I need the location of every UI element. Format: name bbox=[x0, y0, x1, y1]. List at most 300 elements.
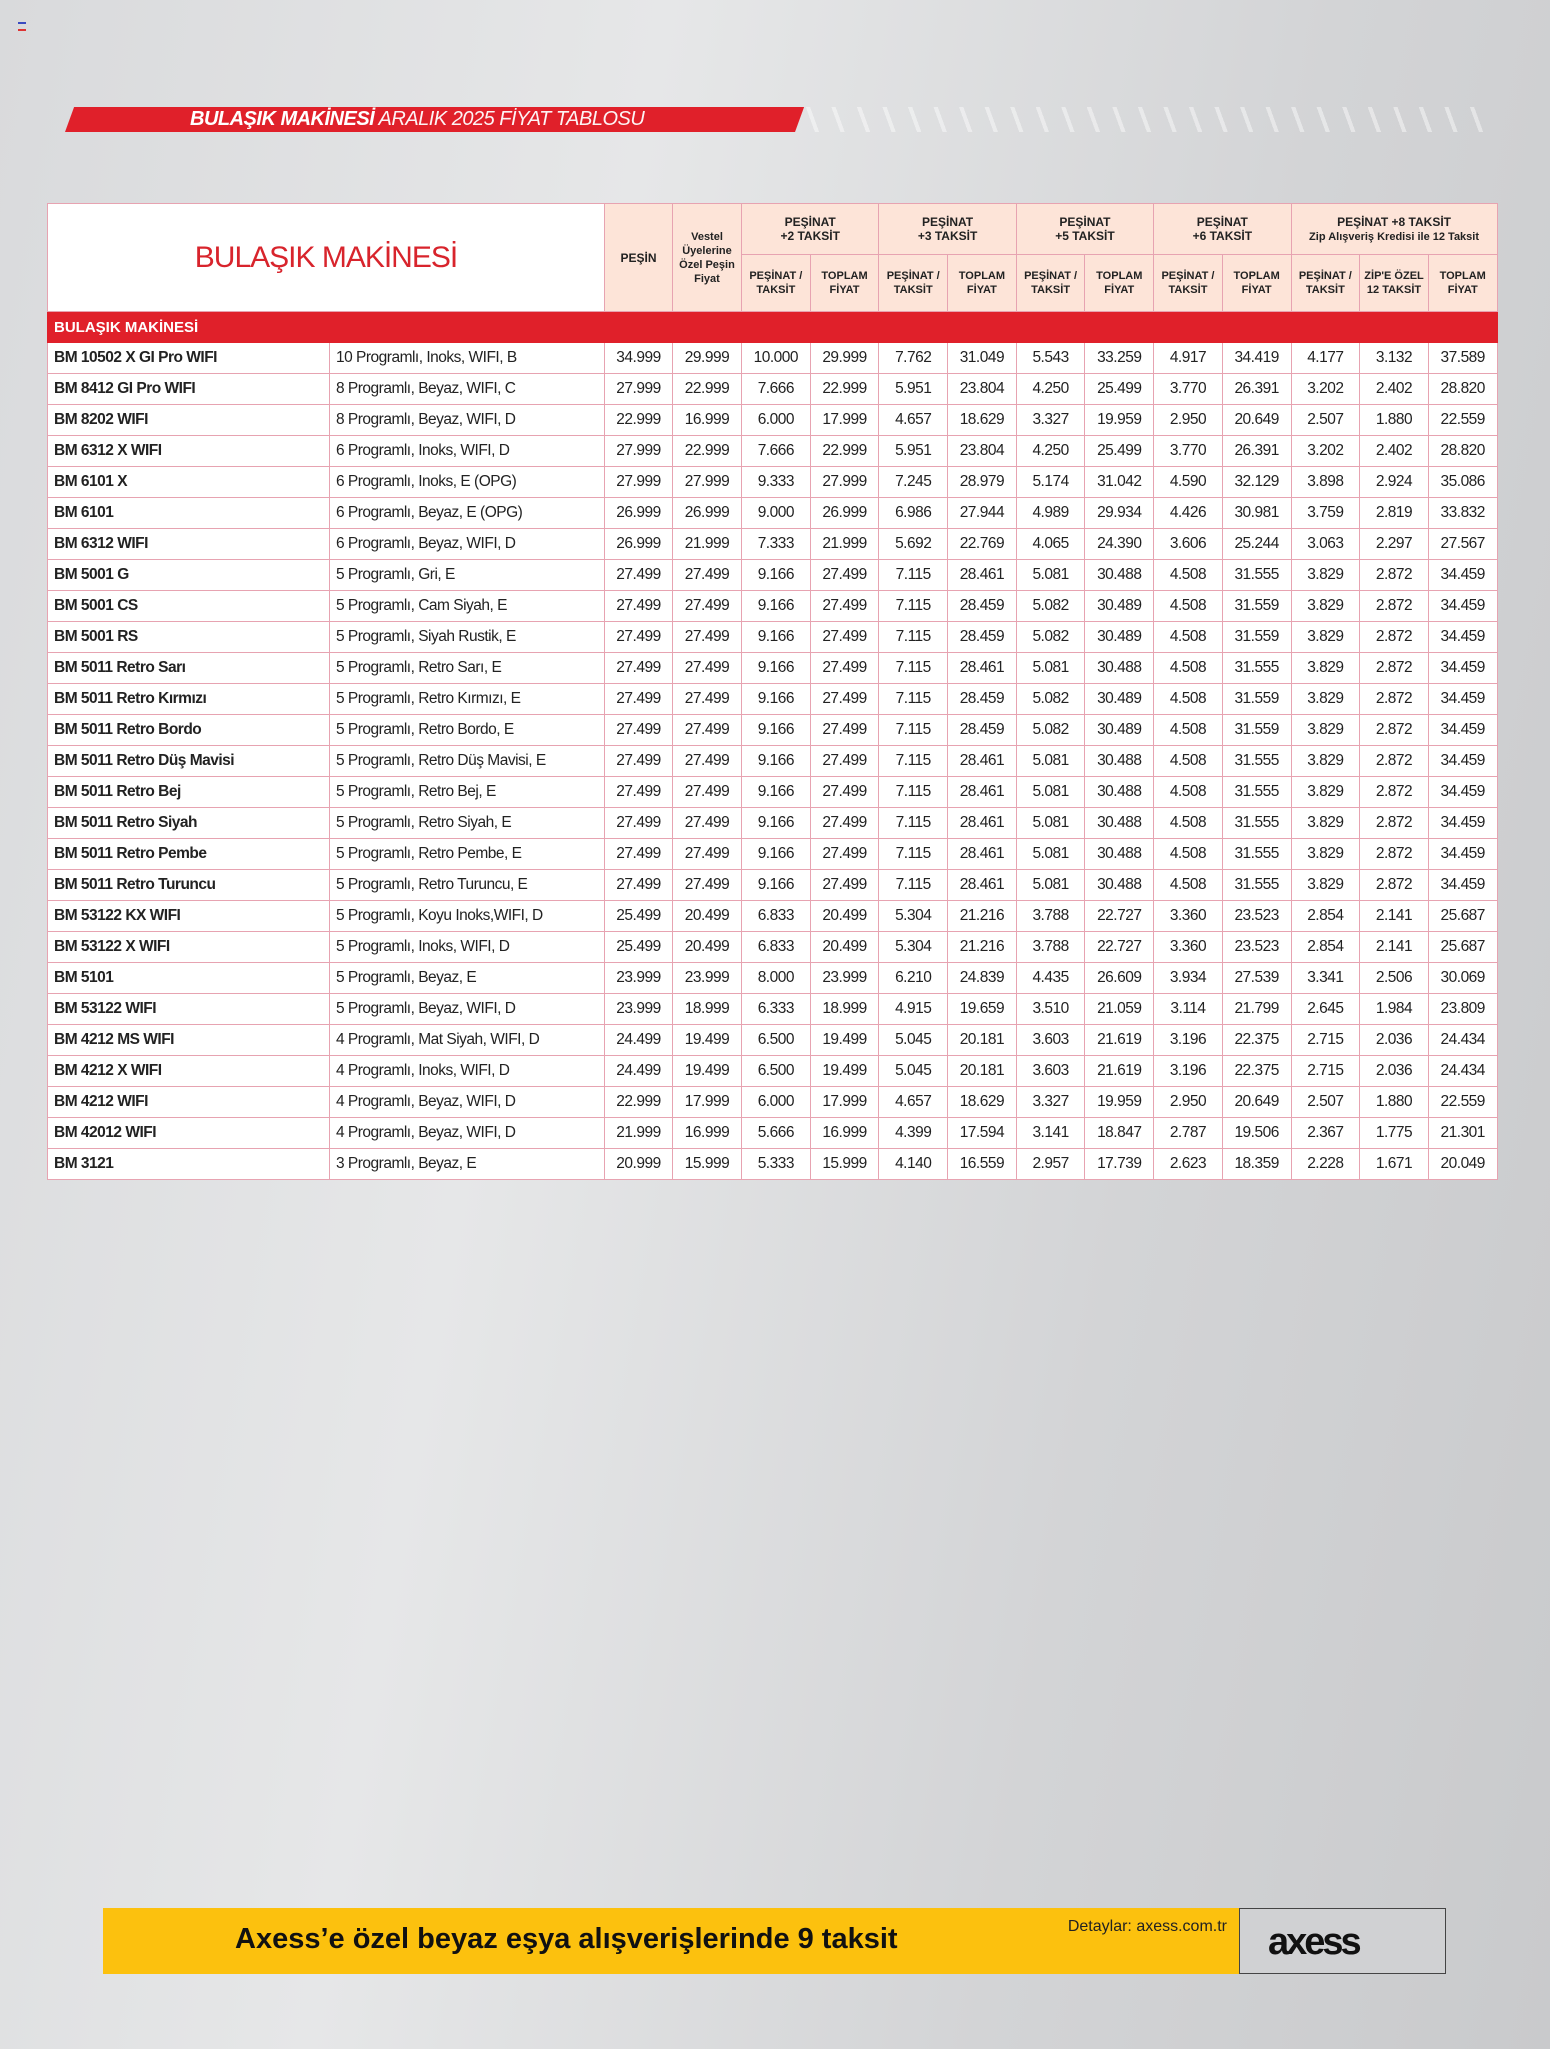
price-table bbox=[47, 203, 1498, 1180]
group-header bbox=[879, 204, 1016, 255]
price-cell: 3.202 bbox=[1291, 436, 1360, 467]
price-cell: 3.132 bbox=[1360, 343, 1429, 374]
price-cell: 17.999 bbox=[673, 1087, 742, 1118]
price-cell: 27.499 bbox=[673, 560, 742, 591]
table-row bbox=[48, 622, 1498, 653]
model-description: 5 Programlı, Beyaz, WIFI, D bbox=[330, 994, 605, 1025]
price-cell: 2.872 bbox=[1360, 870, 1429, 901]
model-name: BM 4212 MS WIFI bbox=[48, 1025, 330, 1056]
price-cell: 21.619 bbox=[1085, 1025, 1154, 1056]
price-cell: 27.499 bbox=[605, 839, 673, 870]
price-cell: 9.166 bbox=[742, 808, 811, 839]
price-cell: 2.645 bbox=[1291, 994, 1360, 1025]
price-cell: 3.829 bbox=[1291, 839, 1360, 870]
price-cell: 5.045 bbox=[879, 1025, 948, 1056]
price-cell: 2.872 bbox=[1360, 839, 1429, 870]
price-cell: 29.934 bbox=[1085, 498, 1154, 529]
price-cell: 27.499 bbox=[673, 777, 742, 808]
model-description: 5 Programlı, Retro Pembe, E bbox=[330, 839, 605, 870]
model-description: 5 Programlı, Retro Bordo, E bbox=[330, 715, 605, 746]
model-description: 4 Programlı, Beyaz, WIFI, D bbox=[330, 1087, 605, 1118]
price-cell: 2.957 bbox=[1016, 1149, 1085, 1180]
price-cell: 34.459 bbox=[1428, 653, 1497, 684]
price-cell: 9.166 bbox=[742, 715, 811, 746]
model-description: 5 Programlı, Koyu Inoks,WIFI, D bbox=[330, 901, 605, 932]
price-cell: 30.488 bbox=[1085, 870, 1154, 901]
model-description: 3 Programlı, Beyaz, E bbox=[330, 1149, 605, 1180]
price-cell: 34.459 bbox=[1428, 839, 1497, 870]
table-row bbox=[48, 994, 1498, 1025]
price-cell: 7.115 bbox=[879, 746, 948, 777]
price-cell: 18.629 bbox=[948, 1087, 1017, 1118]
price-cell: 5.951 bbox=[879, 374, 948, 405]
price-cell: 28.461 bbox=[948, 653, 1017, 684]
price-cell: 5.082 bbox=[1016, 622, 1085, 653]
price-cell: 24.499 bbox=[605, 1056, 673, 1087]
price-cell: 34.459 bbox=[1428, 622, 1497, 653]
table-row bbox=[48, 808, 1498, 839]
price-cell: 28.461 bbox=[948, 746, 1017, 777]
price-cell: 2.402 bbox=[1360, 436, 1429, 467]
price-cell: 2.367 bbox=[1291, 1118, 1360, 1149]
price-cell: 19.499 bbox=[673, 1056, 742, 1087]
group-label: +6 TAKSİT bbox=[1192, 229, 1253, 243]
section-header: BULAŞIK MAKİNESİ bbox=[48, 312, 1498, 343]
price-cell: 3.360 bbox=[1154, 932, 1223, 963]
price-cell: 6.986 bbox=[879, 498, 948, 529]
group-label: PEŞİNAT bbox=[922, 215, 974, 229]
price-cell: 19.499 bbox=[810, 1056, 879, 1087]
price-cell: 26.999 bbox=[810, 498, 879, 529]
price-cell: 1.880 bbox=[1360, 405, 1429, 436]
price-cell: 29.999 bbox=[673, 343, 742, 374]
price-cell: 27.999 bbox=[605, 374, 673, 405]
price-cell: 5.951 bbox=[879, 436, 948, 467]
price-cell: 4.065 bbox=[1016, 529, 1085, 560]
price-cell: 20.649 bbox=[1222, 405, 1291, 436]
price-cell: 5.666 bbox=[742, 1118, 811, 1149]
model-description: 4 Programlı, Beyaz, WIFI, D bbox=[330, 1118, 605, 1149]
model-name: BM 6312 WIFI bbox=[48, 529, 330, 560]
price-cell: 22.727 bbox=[1085, 901, 1154, 932]
model-description: 5 Programlı, Retro Siyah, E bbox=[330, 808, 605, 839]
price-cell: 5.082 bbox=[1016, 684, 1085, 715]
table-row bbox=[48, 343, 1498, 374]
price-cell: 31.555 bbox=[1222, 808, 1291, 839]
title-rest: ARALIK 2025 FİYAT TABLOSU bbox=[374, 108, 645, 130]
subheader-toplam: TOPLAM FİYAT bbox=[1085, 255, 1154, 312]
price-cell: 26.609 bbox=[1085, 963, 1154, 994]
price-cell: 4.989 bbox=[1016, 498, 1085, 529]
subheader-toplam: TOPLAM FİYAT bbox=[1428, 255, 1497, 312]
price-cell: 4.426 bbox=[1154, 498, 1223, 529]
price-cell: 3.770 bbox=[1154, 436, 1223, 467]
price-cell: 21.999 bbox=[810, 529, 879, 560]
price-cell: 27.567 bbox=[1428, 529, 1497, 560]
price-cell: 27.499 bbox=[605, 715, 673, 746]
price-cell: 28.461 bbox=[948, 777, 1017, 808]
price-cell: 2.872 bbox=[1360, 746, 1429, 777]
price-cell: 9.166 bbox=[742, 591, 811, 622]
table-row bbox=[48, 436, 1498, 467]
price-cell: 23.804 bbox=[948, 374, 1017, 405]
price-cell: 6.000 bbox=[742, 405, 811, 436]
price-cell: 5.081 bbox=[1016, 808, 1085, 839]
table-row bbox=[48, 963, 1498, 994]
price-cell: 21.799 bbox=[1222, 994, 1291, 1025]
price-cell: 19.506 bbox=[1222, 1118, 1291, 1149]
price-cell: 4.140 bbox=[879, 1149, 948, 1180]
subheader-pesinat: PEŞİNAT / TAKSİT bbox=[1291, 255, 1360, 312]
price-cell: 20.999 bbox=[605, 1149, 673, 1180]
model-name: BM 5011 Retro Siyah bbox=[48, 808, 330, 839]
price-cell: 2.854 bbox=[1291, 932, 1360, 963]
price-cell: 18.359 bbox=[1222, 1149, 1291, 1180]
price-cell: 26.391 bbox=[1222, 374, 1291, 405]
price-cell: 27.499 bbox=[605, 684, 673, 715]
price-cell: 19.499 bbox=[810, 1025, 879, 1056]
price-cell: 27.499 bbox=[810, 560, 879, 591]
subheader-zip: ZİP'E ÖZEL 12 TAKSİT bbox=[1360, 255, 1429, 312]
price-cell: 3.829 bbox=[1291, 746, 1360, 777]
price-cell: 34.459 bbox=[1428, 684, 1497, 715]
price-cell: 28.459 bbox=[948, 622, 1017, 653]
price-cell: 9.166 bbox=[742, 653, 811, 684]
price-cell: 25.499 bbox=[1085, 374, 1154, 405]
promo-banner bbox=[103, 1908, 1239, 1974]
price-cell: 17.999 bbox=[810, 1087, 879, 1118]
model-name: BM 53122 X WIFI bbox=[48, 932, 330, 963]
price-cell: 3.063 bbox=[1291, 529, 1360, 560]
table-row bbox=[48, 839, 1498, 870]
price-cell: 30.488 bbox=[1085, 839, 1154, 870]
price-cell: 2.507 bbox=[1291, 1087, 1360, 1118]
price-cell: 7.115 bbox=[879, 560, 948, 591]
price-cell: 2.715 bbox=[1291, 1056, 1360, 1087]
table-row bbox=[48, 746, 1498, 777]
price-cell: 2.141 bbox=[1360, 901, 1429, 932]
price-cell: 5.174 bbox=[1016, 467, 1085, 498]
price-cell: 2.872 bbox=[1360, 591, 1429, 622]
price-cell: 5.081 bbox=[1016, 870, 1085, 901]
table-row bbox=[48, 932, 1498, 963]
price-cell: 27.499 bbox=[605, 591, 673, 622]
price-cell: 27.499 bbox=[810, 684, 879, 715]
group-label: PEŞİNAT bbox=[1196, 215, 1248, 229]
price-cell: 27.999 bbox=[810, 467, 879, 498]
price-cell: 27.499 bbox=[605, 808, 673, 839]
table-row bbox=[48, 684, 1498, 715]
price-cell: 20.499 bbox=[810, 901, 879, 932]
price-cell: 3.829 bbox=[1291, 715, 1360, 746]
price-cell: 22.727 bbox=[1085, 932, 1154, 963]
table-row bbox=[48, 1056, 1498, 1087]
price-cell: 4.508 bbox=[1154, 653, 1223, 684]
price-cell: 9.166 bbox=[742, 560, 811, 591]
price-cell: 3.829 bbox=[1291, 622, 1360, 653]
price-cell: 30.488 bbox=[1085, 560, 1154, 591]
price-cell: 3.788 bbox=[1016, 932, 1085, 963]
price-cell: 27.499 bbox=[673, 839, 742, 870]
price-cell: 5.081 bbox=[1016, 653, 1085, 684]
price-cell: 22.999 bbox=[605, 1087, 673, 1118]
price-cell: 4.177 bbox=[1291, 343, 1360, 374]
price-cell: 2.141 bbox=[1360, 932, 1429, 963]
price-cell: 4.657 bbox=[879, 1087, 948, 1118]
model-description: 5 Programlı, Retro Sarı, E bbox=[330, 653, 605, 684]
group-label: Zip Alışveriş Kredisi ile 12 Taksit bbox=[1309, 230, 1480, 243]
promo-detail-link[interactable]: Detaylar: axess.com.tr bbox=[1067, 1918, 1227, 1935]
table-row bbox=[48, 591, 1498, 622]
price-cell: 32.129 bbox=[1222, 467, 1291, 498]
price-cell: 6.833 bbox=[742, 932, 811, 963]
price-cell: 9.000 bbox=[742, 498, 811, 529]
price-cell: 28.461 bbox=[948, 808, 1017, 839]
price-cell: 21.619 bbox=[1085, 1056, 1154, 1087]
price-cell: 24.390 bbox=[1085, 529, 1154, 560]
price-cell: 27.499 bbox=[673, 715, 742, 746]
price-cell: 2.297 bbox=[1360, 529, 1429, 560]
price-cell: 21.059 bbox=[1085, 994, 1154, 1025]
price-cell: 30.488 bbox=[1085, 746, 1154, 777]
col-vestel: Vestel Üyelerine Özel Peşin Fiyat bbox=[673, 204, 742, 312]
price-cell: 6.500 bbox=[742, 1025, 811, 1056]
group-label: PEŞİNAT bbox=[1059, 215, 1111, 229]
model-name: BM 5001 RS bbox=[48, 622, 330, 653]
model-name: BM 5011 Retro Bordo bbox=[48, 715, 330, 746]
price-cell: 29.999 bbox=[810, 343, 879, 374]
price-cell: 27.499 bbox=[810, 746, 879, 777]
price-cell: 23.523 bbox=[1222, 901, 1291, 932]
price-cell: 5.304 bbox=[879, 901, 948, 932]
price-cell: 3.341 bbox=[1291, 963, 1360, 994]
price-cell: 3.898 bbox=[1291, 467, 1360, 498]
price-cell: 30.489 bbox=[1085, 622, 1154, 653]
model-description: 5 Programlı, Cam Siyah, E bbox=[330, 591, 605, 622]
price-cell: 34.459 bbox=[1428, 715, 1497, 746]
price-cell: 31.042 bbox=[1085, 467, 1154, 498]
price-cell: 23.523 bbox=[1222, 932, 1291, 963]
model-name: BM 53122 KX WIFI bbox=[48, 901, 330, 932]
model-description: 5 Programlı, Beyaz, E bbox=[330, 963, 605, 994]
price-cell: 25.499 bbox=[605, 932, 673, 963]
price-cell: 3.829 bbox=[1291, 591, 1360, 622]
price-cell: 4.250 bbox=[1016, 374, 1085, 405]
price-cell: 22.999 bbox=[673, 374, 742, 405]
price-cell: 3.829 bbox=[1291, 777, 1360, 808]
price-cell: 23.999 bbox=[810, 963, 879, 994]
price-cell: 9.166 bbox=[742, 839, 811, 870]
price-cell: 27.499 bbox=[605, 777, 673, 808]
price-cell: 17.999 bbox=[810, 405, 879, 436]
model-description: 5 Programlı, Retro Turuncu, E bbox=[330, 870, 605, 901]
model-name: BM 5011 Retro Pembe bbox=[48, 839, 330, 870]
model-description: 5 Programlı, Siyah Rustik, E bbox=[330, 622, 605, 653]
price-cell: 18.629 bbox=[948, 405, 1017, 436]
group-label: PEŞİNAT bbox=[784, 215, 836, 229]
price-cell: 24.499 bbox=[605, 1025, 673, 1056]
price-cell: 22.559 bbox=[1428, 1087, 1497, 1118]
price-cell: 7.115 bbox=[879, 622, 948, 653]
price-cell: 2.872 bbox=[1360, 684, 1429, 715]
price-cell: 2.507 bbox=[1291, 405, 1360, 436]
price-cell: 30.981 bbox=[1222, 498, 1291, 529]
price-cell: 7.666 bbox=[742, 436, 811, 467]
price-cell: 20.499 bbox=[673, 901, 742, 932]
price-cell: 8.000 bbox=[742, 963, 811, 994]
group-header bbox=[1154, 204, 1291, 255]
price-cell: 27.999 bbox=[605, 436, 673, 467]
price-cell: 31.555 bbox=[1222, 653, 1291, 684]
price-cell: 22.375 bbox=[1222, 1025, 1291, 1056]
table-row bbox=[48, 498, 1498, 529]
axess-logo: axess bbox=[1268, 1921, 1359, 1963]
price-cell: 1.775 bbox=[1360, 1118, 1429, 1149]
price-cell: 3.829 bbox=[1291, 560, 1360, 591]
price-cell: 4.508 bbox=[1154, 684, 1223, 715]
price-cell: 28.461 bbox=[948, 560, 1017, 591]
price-cell: 27.999 bbox=[673, 467, 742, 498]
price-cell: 2.715 bbox=[1291, 1025, 1360, 1056]
price-cell: 34.459 bbox=[1428, 746, 1497, 777]
model-description: 5 Programlı, Inoks, WIFI, D bbox=[330, 932, 605, 963]
price-cell: 34.459 bbox=[1428, 560, 1497, 591]
model-name: BM 4212 WIFI bbox=[48, 1087, 330, 1118]
price-cell: 30.488 bbox=[1085, 653, 1154, 684]
price-cell: 23.999 bbox=[673, 963, 742, 994]
price-cell: 7.115 bbox=[879, 653, 948, 684]
price-cell: 28.979 bbox=[948, 467, 1017, 498]
price-cell: 27.499 bbox=[673, 808, 742, 839]
price-cell: 27.499 bbox=[673, 591, 742, 622]
price-cell: 2.402 bbox=[1360, 374, 1429, 405]
price-cell: 3.770 bbox=[1154, 374, 1223, 405]
price-cell: 28.820 bbox=[1428, 436, 1497, 467]
model-name: BM 5001 CS bbox=[48, 591, 330, 622]
model-name: BM 8412 GI Pro WIFI bbox=[48, 374, 330, 405]
price-cell: 25.244 bbox=[1222, 529, 1291, 560]
price-cell: 27.499 bbox=[673, 653, 742, 684]
price-cell: 2.036 bbox=[1360, 1025, 1429, 1056]
price-cell: 7.115 bbox=[879, 808, 948, 839]
model-name: BM 5011 Retro Bej bbox=[48, 777, 330, 808]
price-cell: 17.739 bbox=[1085, 1149, 1154, 1180]
price-cell: 4.508 bbox=[1154, 591, 1223, 622]
subheader-pesinat: PEŞİNAT / TAKSİT bbox=[1016, 255, 1085, 312]
price-cell: 2.950 bbox=[1154, 1087, 1223, 1118]
price-cell: 1.671 bbox=[1360, 1149, 1429, 1180]
price-cell: 7.115 bbox=[879, 777, 948, 808]
price-cell: 17.594 bbox=[948, 1118, 1017, 1149]
price-cell: 9.166 bbox=[742, 622, 811, 653]
model-name: BM 6101 bbox=[48, 498, 330, 529]
model-name: BM 5011 Retro Turuncu bbox=[48, 870, 330, 901]
price-cell: 20.499 bbox=[673, 932, 742, 963]
price-cell: 15.999 bbox=[673, 1149, 742, 1180]
model-description: 4 Programlı, Inoks, WIFI, D bbox=[330, 1056, 605, 1087]
price-cell: 2.854 bbox=[1291, 901, 1360, 932]
price-cell: 23.999 bbox=[605, 994, 673, 1025]
group-label: +3 TAKSİT bbox=[917, 229, 978, 243]
table-row bbox=[48, 715, 1498, 746]
price-cell: 22.999 bbox=[673, 436, 742, 467]
price-cell: 1.984 bbox=[1360, 994, 1429, 1025]
price-cell: 27.499 bbox=[673, 684, 742, 715]
price-cell: 7.115 bbox=[879, 684, 948, 715]
price-cell: 4.508 bbox=[1154, 622, 1223, 653]
price-cell: 5.081 bbox=[1016, 839, 1085, 870]
price-cell: 28.820 bbox=[1428, 374, 1497, 405]
price-cell: 2.623 bbox=[1154, 1149, 1223, 1180]
price-cell: 4.508 bbox=[1154, 808, 1223, 839]
subheader-toplam: TOPLAM FİYAT bbox=[810, 255, 879, 312]
price-cell: 16.559 bbox=[948, 1149, 1017, 1180]
table-row bbox=[48, 529, 1498, 560]
model-description: 5 Programlı, Retro Kırmızı, E bbox=[330, 684, 605, 715]
price-cell: 21.216 bbox=[948, 901, 1017, 932]
price-cell: 2.228 bbox=[1291, 1149, 1360, 1180]
price-cell: 9.166 bbox=[742, 684, 811, 715]
price-cell: 27.499 bbox=[605, 870, 673, 901]
price-cell: 5.692 bbox=[879, 529, 948, 560]
price-cell: 27.499 bbox=[605, 653, 673, 684]
axess-logo-box bbox=[1239, 1908, 1446, 1974]
table-row bbox=[48, 870, 1498, 901]
price-cell: 23.809 bbox=[1428, 994, 1497, 1025]
price-cell: 27.539 bbox=[1222, 963, 1291, 994]
price-cell: 4.508 bbox=[1154, 746, 1223, 777]
price-cell: 34.459 bbox=[1428, 591, 1497, 622]
price-cell: 2.872 bbox=[1360, 808, 1429, 839]
price-cell: 27.499 bbox=[810, 839, 879, 870]
price-cell: 19.499 bbox=[673, 1025, 742, 1056]
price-cell: 26.999 bbox=[605, 498, 673, 529]
price-cell: 33.832 bbox=[1428, 498, 1497, 529]
table-row bbox=[48, 1025, 1498, 1056]
price-cell: 31.555 bbox=[1222, 839, 1291, 870]
price-cell: 30.489 bbox=[1085, 715, 1154, 746]
price-cell: 2.872 bbox=[1360, 715, 1429, 746]
group-header bbox=[1016, 204, 1153, 255]
price-cell: 2.787 bbox=[1154, 1118, 1223, 1149]
price-cell: 28.459 bbox=[948, 684, 1017, 715]
price-cell: 5.081 bbox=[1016, 746, 1085, 777]
price-cell: 7.115 bbox=[879, 591, 948, 622]
price-cell: 6.833 bbox=[742, 901, 811, 932]
price-cell: 3.606 bbox=[1154, 529, 1223, 560]
price-cell: 3.829 bbox=[1291, 684, 1360, 715]
model-name: BM 42012 WIFI bbox=[48, 1118, 330, 1149]
price-cell: 30.069 bbox=[1428, 963, 1497, 994]
price-cell: 27.499 bbox=[810, 653, 879, 684]
table-row bbox=[48, 560, 1498, 591]
price-cell: 6.500 bbox=[742, 1056, 811, 1087]
price-cell: 27.499 bbox=[810, 808, 879, 839]
price-cell: 23.804 bbox=[948, 436, 1017, 467]
price-cell: 22.375 bbox=[1222, 1056, 1291, 1087]
price-cell: 3.759 bbox=[1291, 498, 1360, 529]
price-cell: 3.510 bbox=[1016, 994, 1085, 1025]
price-cell: 4.917 bbox=[1154, 343, 1223, 374]
price-cell: 3.327 bbox=[1016, 1087, 1085, 1118]
price-cell: 4.250 bbox=[1016, 436, 1085, 467]
subheader-pesinat: PEŞİNAT / TAKSİT bbox=[1154, 255, 1223, 312]
price-cell: 27.499 bbox=[673, 870, 742, 901]
group-header bbox=[1291, 204, 1497, 255]
model-description: 5 Programlı, Retro Bej, E bbox=[330, 777, 605, 808]
price-cell: 3.360 bbox=[1154, 901, 1223, 932]
price-cell: 5.081 bbox=[1016, 560, 1085, 591]
